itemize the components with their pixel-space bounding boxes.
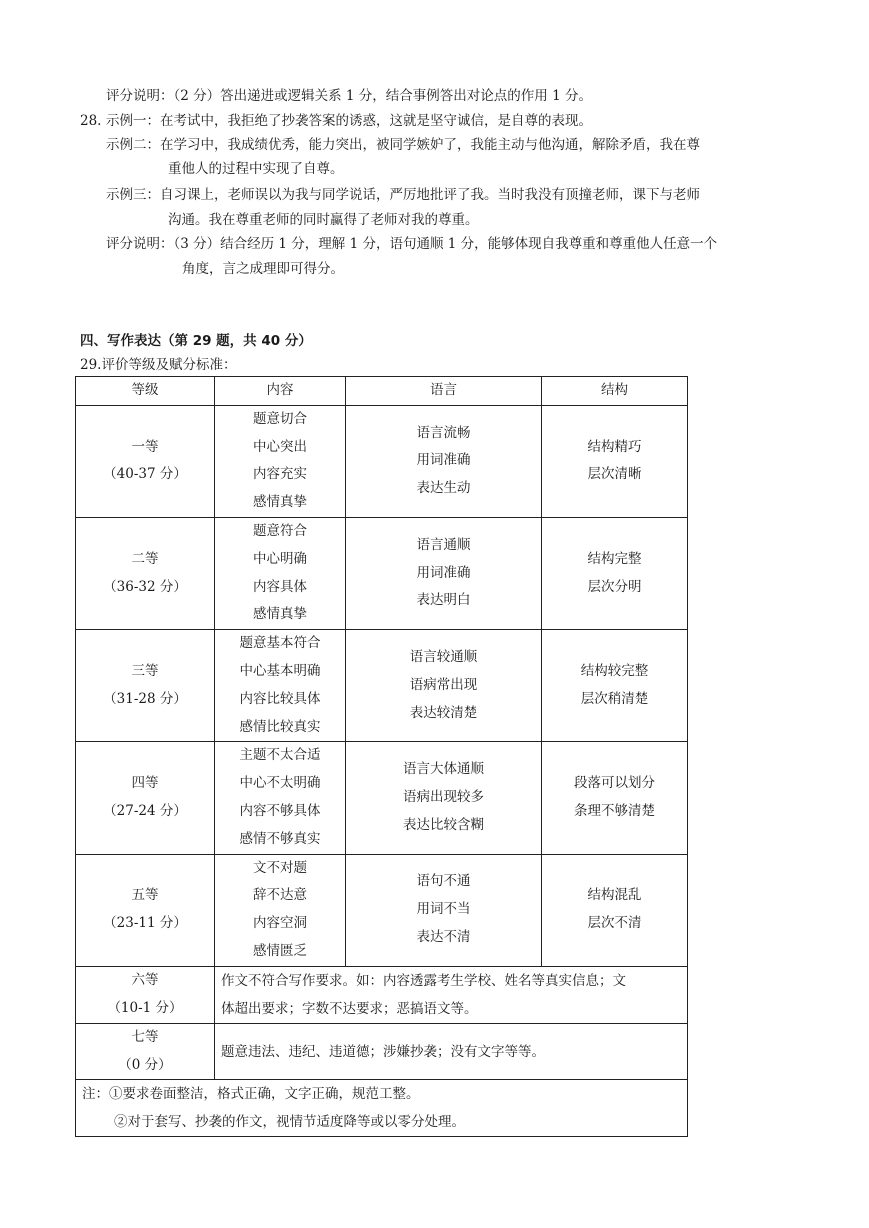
language-item: 用词不当 <box>416 901 471 918</box>
description-cell: 题意违法、违纪、违道德；涉嫌抄袭；没有文字等等。 <box>215 1023 688 1080</box>
grade-name: 六等 <box>131 971 159 988</box>
language-item: 表达明白 <box>416 592 471 609</box>
grade-name: 一等 <box>131 438 159 455</box>
header-language: 语言 <box>346 377 542 406</box>
grade-cell <box>76 1023 215 1080</box>
grade-name: 五等 <box>131 887 159 904</box>
content-item: 题意符合 <box>253 522 307 539</box>
grade-name: 四等 <box>131 775 159 792</box>
table-row <box>76 405 688 517</box>
language-cell <box>346 405 542 517</box>
structure-item: 结构混乱 <box>587 887 642 904</box>
structure-item: 结构较完整 <box>580 662 649 679</box>
language-cell <box>346 517 542 629</box>
table-row <box>76 517 688 629</box>
grade-range: （10-1 分） <box>107 999 183 1016</box>
content-cell <box>215 854 346 966</box>
grade-cell <box>76 405 215 517</box>
language-cell <box>346 742 542 854</box>
content-item: 感情不够真实 <box>239 830 321 847</box>
language-item: 语病出现较多 <box>403 789 484 806</box>
q28-scoring-line2: 角度，言之成理即可得分。 <box>182 261 344 277</box>
table-row <box>76 966 688 1023</box>
structure-cell <box>542 630 688 742</box>
q28-example-3-line1: 示例三：自习课上，老师误以为我与同学说话，严厉地批评了我。当时我没有顶撞老师，课下与老师 <box>106 187 700 203</box>
grading-table <box>75 376 688 1137</box>
structure-cell <box>542 405 688 517</box>
content-cell <box>215 517 346 629</box>
language-cell <box>346 854 542 966</box>
note-line: 注：①要求卷面整洁，格式正确，文字正确，规范工整。 <box>82 1086 420 1103</box>
language-item: 表达比较含糊 <box>403 816 484 833</box>
content-item: 内容具体 <box>253 578 307 595</box>
description-line: 体超出要求；字数不达要求；恶搞语文等。 <box>221 1000 478 1017</box>
content-item: 感情比较真实 <box>239 718 321 735</box>
note-cell <box>76 1080 688 1137</box>
q28-example-1: 示例一：在考试中，我拒绝了抄袭答案的诱惑，这就是坚守诚信，是自尊的表现。 <box>106 113 592 129</box>
grade-name: 七等 <box>131 1028 159 1045</box>
content-item: 内容比较具体 <box>239 690 321 707</box>
grade-cell <box>76 742 215 854</box>
grade-range: （23-11 分） <box>103 915 187 932</box>
content-item: 内容不够具体 <box>239 802 321 819</box>
note-line: ②对于套写、抄袭的作文，视情节适度降等或以零分处理。 <box>114 1114 465 1131</box>
content-item: 感情真挚 <box>253 606 307 623</box>
language-item: 语言通顺 <box>416 536 471 553</box>
language-item: 用词准确 <box>416 452 471 469</box>
language-item: 表达生动 <box>416 480 471 497</box>
grade-name: 三等 <box>131 662 159 679</box>
q28-label: 28. <box>80 113 102 129</box>
language-item: 语句不通 <box>416 873 471 890</box>
structure-cell <box>542 742 688 854</box>
header-content: 内容 <box>215 377 346 406</box>
structure-item: 段落可以划分 <box>574 775 655 792</box>
grade-name: 二等 <box>131 550 159 567</box>
content-cell <box>215 405 346 517</box>
structure-item: 层次清晰 <box>587 466 642 483</box>
content-item: 主题不太合适 <box>239 747 321 764</box>
table-row <box>76 630 688 742</box>
grade-range: （0 分） <box>118 1056 172 1073</box>
content-item: 内容空洞 <box>253 915 307 932</box>
structure-item: 结构精巧 <box>587 438 642 455</box>
table-row <box>76 742 688 854</box>
structure-item: 层次分明 <box>587 578 642 595</box>
section-heading: 四、写作表达（第 29 题，共 40 分） <box>80 333 312 349</box>
content-item: 题意基本符合 <box>239 635 321 652</box>
q28-example-2-line1: 示例二：在学习中，我成绩优秀，能力突出，被同学嫉妒了，我能主动与他沟通，解除矛盾，我在尊 <box>106 137 700 153</box>
table-row <box>76 1023 688 1080</box>
structure-item: 层次稍清楚 <box>580 690 649 707</box>
structure-item: 条理不够清楚 <box>574 802 655 819</box>
content-cell <box>215 742 346 854</box>
header-grade: 等级 <box>76 377 215 406</box>
grade-cell <box>76 517 215 629</box>
structure-cell <box>542 854 688 966</box>
grade-range: （36-32 分） <box>103 578 187 595</box>
grade-cell <box>76 630 215 742</box>
content-item: 文不对题 <box>253 859 307 876</box>
language-item: 语言大体通顺 <box>403 761 484 778</box>
grade-range: （40-37 分） <box>103 466 187 483</box>
q27-scoring-note: 评分说明：（2 分）答出递进或逻辑关系 1 分，结合事例答出对论点的作用 1 分。 <box>106 88 592 104</box>
content-item: 中心突出 <box>253 438 307 455</box>
grade-range: （31-28 分） <box>103 690 187 707</box>
table-row <box>76 854 688 966</box>
language-item: 表达较清楚 <box>409 704 478 721</box>
content-item: 感情真挚 <box>253 494 307 511</box>
table-header-row <box>76 377 688 406</box>
language-item: 用词准确 <box>416 564 471 581</box>
content-cell <box>215 630 346 742</box>
language-item: 语言较通顺 <box>409 649 478 666</box>
note-row <box>76 1080 688 1137</box>
content-item: 题意切合 <box>253 410 307 427</box>
content-item: 辞不达意 <box>253 887 307 904</box>
language-cell <box>346 630 542 742</box>
language-item: 语言流畅 <box>416 424 471 441</box>
header-structure: 结构 <box>542 377 688 406</box>
content-item: 中心明确 <box>253 550 307 567</box>
language-item: 表达不清 <box>416 929 471 946</box>
grade-cell <box>76 966 215 1023</box>
q28-example-2-line2: 重他人的过程中实现了自尊。 <box>168 161 344 177</box>
question-29-intro: 29.评价等级及赋分标准： <box>80 357 237 373</box>
description-line: 作文不符合写作要求。如：内容透露考生学校、姓名等真实信息；文 <box>221 972 626 989</box>
content-item: 内容充实 <box>253 466 307 483</box>
content-item: 感情匮乏 <box>253 942 307 959</box>
description-cell <box>215 966 688 1023</box>
structure-item: 层次不清 <box>587 915 642 932</box>
structure-cell <box>542 517 688 629</box>
q28-scoring-line1: 评分说明：（3 分）结合经历 1 分，理解 1 分，语句通顺 1 分，能够体现自我尊重和尊重他人任意一个 <box>106 236 718 252</box>
grade-range: （27-24 分） <box>103 802 187 819</box>
language-item: 语病常出现 <box>409 676 478 693</box>
q28-example-3-line2: 沟通。我在尊重老师的同时赢得了老师对我的尊重。 <box>168 212 479 228</box>
grade-cell <box>76 854 215 966</box>
content-item: 中心不太明确 <box>239 775 321 792</box>
content-item: 中心基本明确 <box>239 662 321 679</box>
structure-item: 结构完整 <box>587 550 642 567</box>
